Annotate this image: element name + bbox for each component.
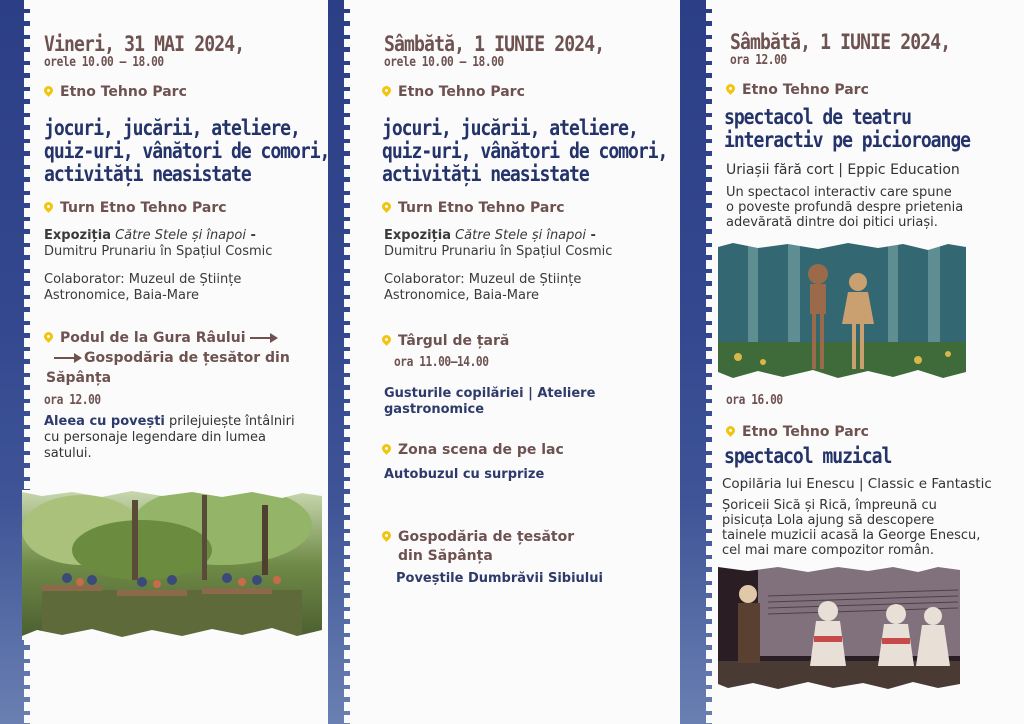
map-pin-icon <box>42 84 55 97</box>
col2-hours: orele 10.00 – 18.00 <box>384 55 504 70</box>
map-pin-icon <box>724 82 737 95</box>
col1-hours: orele 10.00 – 18.00 <box>44 55 164 70</box>
col2-date: Sâmbătă, 1 IUNIE 2024, <box>384 32 605 56</box>
photo-stilt-theater <box>718 242 966 380</box>
map-pin-icon <box>42 330 55 343</box>
col3-show1-title: spectacol de teatru interactiv pe picioroange <box>724 105 971 152</box>
col2-location-fair: Târgul de țară <box>382 333 509 349</box>
map-pin-icon <box>380 84 393 97</box>
col3-time1: ora 12.00 <box>730 53 787 68</box>
col3-location-etno-1: Etno Tehno Parc <box>726 82 869 98</box>
photo-forest-picnic <box>22 490 322 640</box>
arrow-right-icon <box>54 357 80 359</box>
arrow-right-icon <box>250 337 276 339</box>
col3-show2-desc: Șoriceii Sică și Rică, împreună cu pisicuța Lola ajung să descopere tainele muzicii acasă la George Enescu, cel mai mare compozitor român. <box>722 498 981 558</box>
map-pin-icon <box>724 424 737 437</box>
col2-collab: Colaborator: Muzeul de Științe Astronomice, Baia-Mare <box>384 272 582 303</box>
col1-route-line3: Săpânța <box>46 370 112 386</box>
col1-route-line2: Gospodăria de țesător din <box>50 350 290 366</box>
map-pin-icon <box>42 200 55 213</box>
col1-collab: Colaborator: Muzeul de Științe Astronomice, Baia-Mare <box>44 272 242 303</box>
col1-date: Vineri, 31 MAI 2024, <box>44 32 245 56</box>
col2-activities: jocuri, jucării, ateliere, quiz-uri, vânători de comori, activități neasistate <box>382 116 668 186</box>
col3-show1-subtitle: Uriașii fără cort | Eppic Education <box>726 162 960 178</box>
col2-stories: Poveștile Dumbrăvii Sibiului <box>396 571 603 586</box>
col1-location-etno: Etno Tehno Parc <box>44 84 187 100</box>
col1-route-line1: Podul de la Gura Râului <box>44 330 280 346</box>
col1-location-tower: Turn Etno Tehno Parc <box>44 200 227 216</box>
col3-date: Sâmbătă, 1 IUNIE 2024, <box>730 30 951 54</box>
col2-location-etno: Etno Tehno Parc <box>382 84 525 100</box>
col3-show1-desc: Un spectacol interactiv care spune o poveste profundă despre prietenia adevărată dintre doi pitici uriași. <box>726 185 964 230</box>
col2-fair-time: ora 11.00–14.00 <box>394 355 489 370</box>
col1-activities: jocuri, jucării, ateliere, quiz-uri, vânători de comori, activități neasistate <box>44 116 330 186</box>
col1-time: ora 12.00 <box>44 393 101 408</box>
col3-show2-subtitle: Copilăria lui Enescu | Classic e Fantastic <box>722 476 992 492</box>
map-pin-icon <box>380 200 393 213</box>
col2-bus: Autobuzul cu surprize <box>384 467 545 482</box>
map-pin-icon <box>380 529 393 542</box>
col2-taste: Gusturile copilăriei | Ateliere gastronomice <box>384 386 596 417</box>
col1-alley: Aleea cu povești prilejuiește întâlniri cu personaje legendare din lumea satului. <box>44 414 295 461</box>
col2-location-tower: Turn Etno Tehno Parc <box>382 200 565 216</box>
map-pin-icon <box>380 333 393 346</box>
map-pin-icon <box>380 442 393 455</box>
col2-expo: Expoziția Către Stele și înapoi - Dumitru Prunariu în Spațiul Cosmic <box>384 228 613 259</box>
photo-musical-stage <box>718 566 960 690</box>
col3-time2: ora 16.00 <box>726 393 783 408</box>
col3-location-etno-2: Etno Tehno Parc <box>726 424 869 440</box>
col1-expo: Expoziția Către Stele și înapoi - Dumitru Prunariu în Spațiul Cosmic <box>44 228 273 259</box>
col2-location-weaver: Gospodăria de țesător din Săpânța <box>382 528 574 566</box>
col2-location-lake: Zona scena de pe lac <box>382 442 564 458</box>
col3-show2-title: spectacol muzical <box>724 444 892 468</box>
